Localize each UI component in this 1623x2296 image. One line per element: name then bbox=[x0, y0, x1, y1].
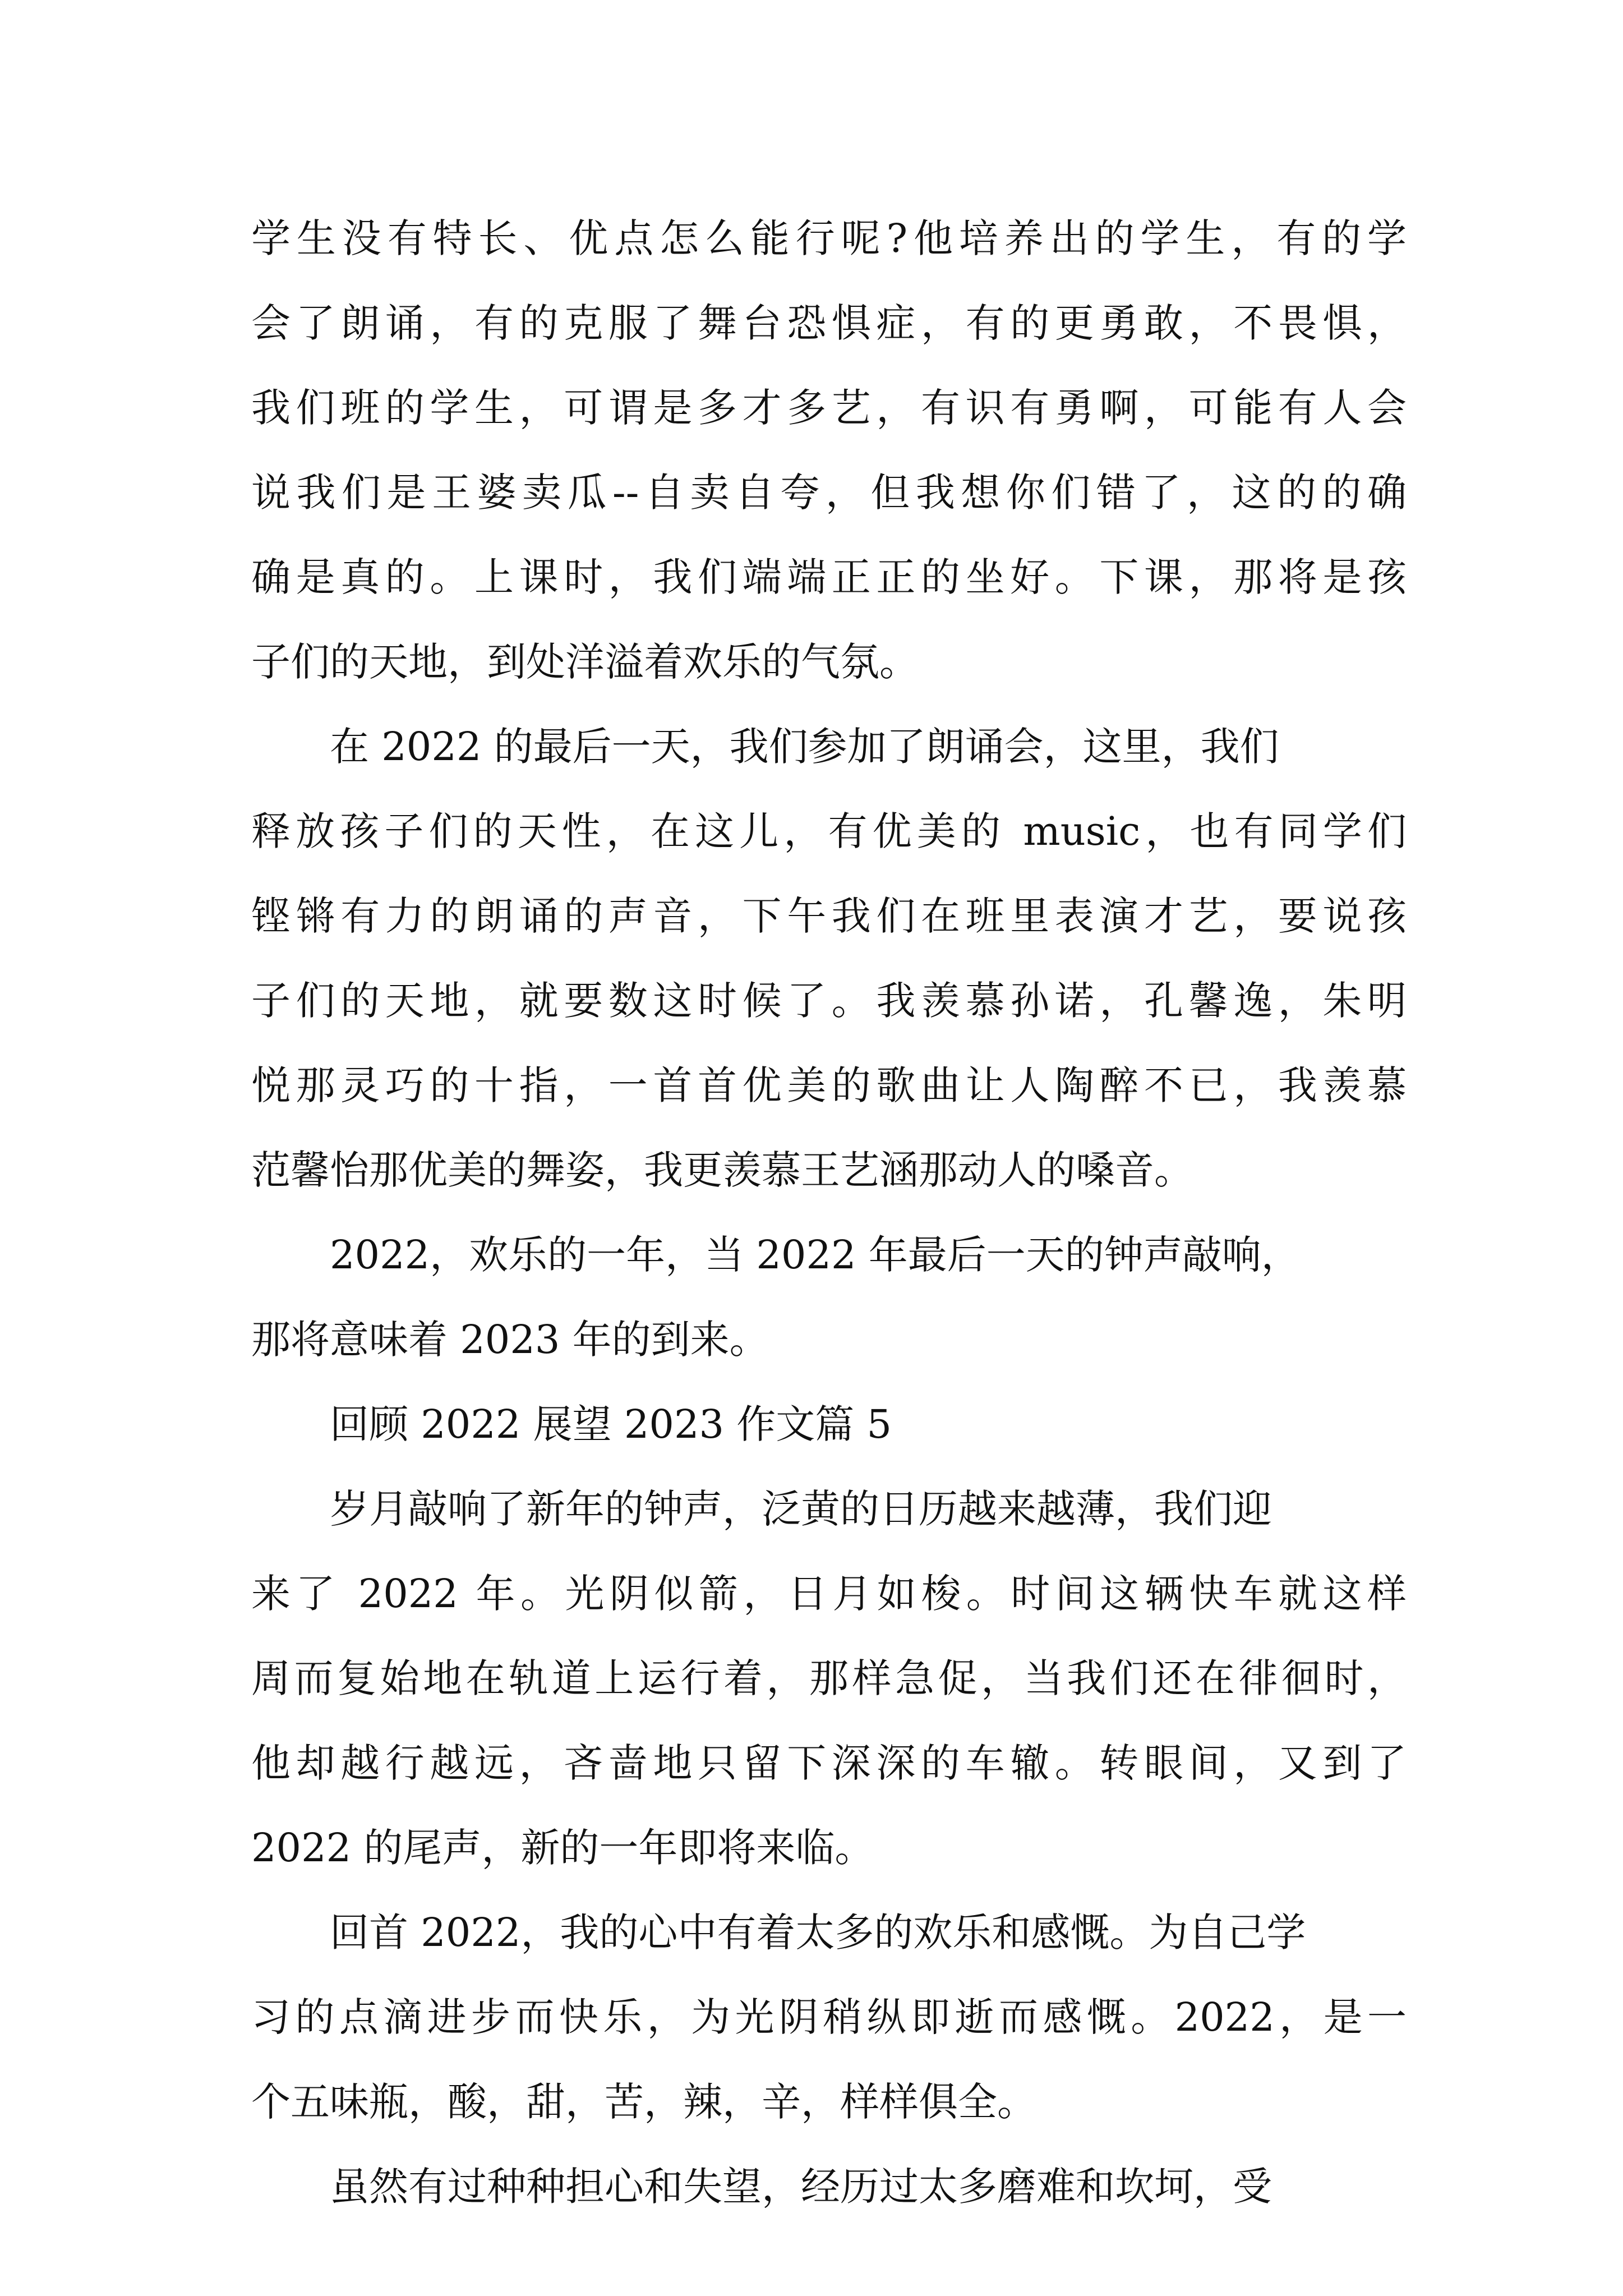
text-line: 说我们是王婆卖瓜--自卖自夸，但我想你们错了，这的的确 bbox=[251, 470, 1407, 516]
text-line: 岁月敲响了新年的钟声，泛黄的日历越来越薄，我们迎 bbox=[251, 1486, 1272, 1532]
text-line: 个五味瓶，酸，甜，苦，辣，辛，样样俱全。 bbox=[251, 2079, 1036, 2125]
text-line: 虽然有过种种担心和失望，经历过太多磨难和坎坷，受 bbox=[251, 2164, 1272, 2210]
text-line: 会了朗诵，有的克服了舞台恐惧症，有的更勇敢，不畏惧， bbox=[251, 300, 1407, 346]
text-line: 他却越行越远，吝啬地只留下深深的车辙。转眼间，又到了 bbox=[251, 1740, 1407, 1786]
body-text bbox=[251, 196, 1407, 2229]
text-line: 2022，欢乐的一年，当 2022 年最后一天的钟声敲响， bbox=[251, 1232, 1301, 1278]
text-line: 铿锵有力的朗诵的声音，下午我们在班里表演才艺，要说孩 bbox=[251, 893, 1407, 939]
text-line: 子们的天地，就要数这时候了。我羡慕孙诺，孔馨逸，朱明 bbox=[251, 978, 1407, 1024]
text-line: 学生没有特长、优点怎么能行呢?他培养出的学生，有的学 bbox=[251, 215, 1407, 261]
text-line: 回首 2022，我的心中有着太多的欢乐和感慨。为自己学 bbox=[251, 1910, 1306, 1955]
text-line: 悦那灵巧的十指，一首首优美的歌曲让人陶醉不已，我羡慕 bbox=[251, 1062, 1407, 1108]
text-line: 释放孩子们的天性，在这儿，有优美的 music，也有同学们 bbox=[251, 808, 1407, 854]
text-line: 在 2022 的最后一天，我们参加了朗诵会，这里，我们 bbox=[251, 724, 1279, 770]
text-line: 2022 的尾声，新的一年即将来临。 bbox=[251, 1825, 874, 1871]
text-line: 确是真的。上课时，我们端端正正的坐好。下课，那将是孩 bbox=[251, 554, 1407, 600]
text-line: 我们班的学生，可谓是多才多艺，有识有勇啊，可能有人会 bbox=[251, 385, 1407, 431]
section-heading: 回顾 2022 展望 2023 作文篇 5 bbox=[251, 1401, 892, 1447]
text-line: 周而复始地在轨道上运行着，那样急促，当我们还在徘徊时， bbox=[251, 1655, 1407, 1701]
text-line: 那将意味着 2023 年的到来。 bbox=[251, 1317, 769, 1363]
text-line: 范馨怡那优美的舞姿，我更羡慕王艺涵那动人的嗓音。 bbox=[251, 1147, 1193, 1193]
text-line: 来了 2022 年。光阴似箭，日月如梭。时间这辆快车就这样 bbox=[251, 1571, 1407, 1617]
text-line: 子们的天地，到处洋溢着欢乐的气氛。 bbox=[251, 639, 919, 685]
text-line: 习的点滴进步而快乐，为光阴稍纵即逝而感慨。2022，是一 bbox=[251, 1994, 1407, 2040]
